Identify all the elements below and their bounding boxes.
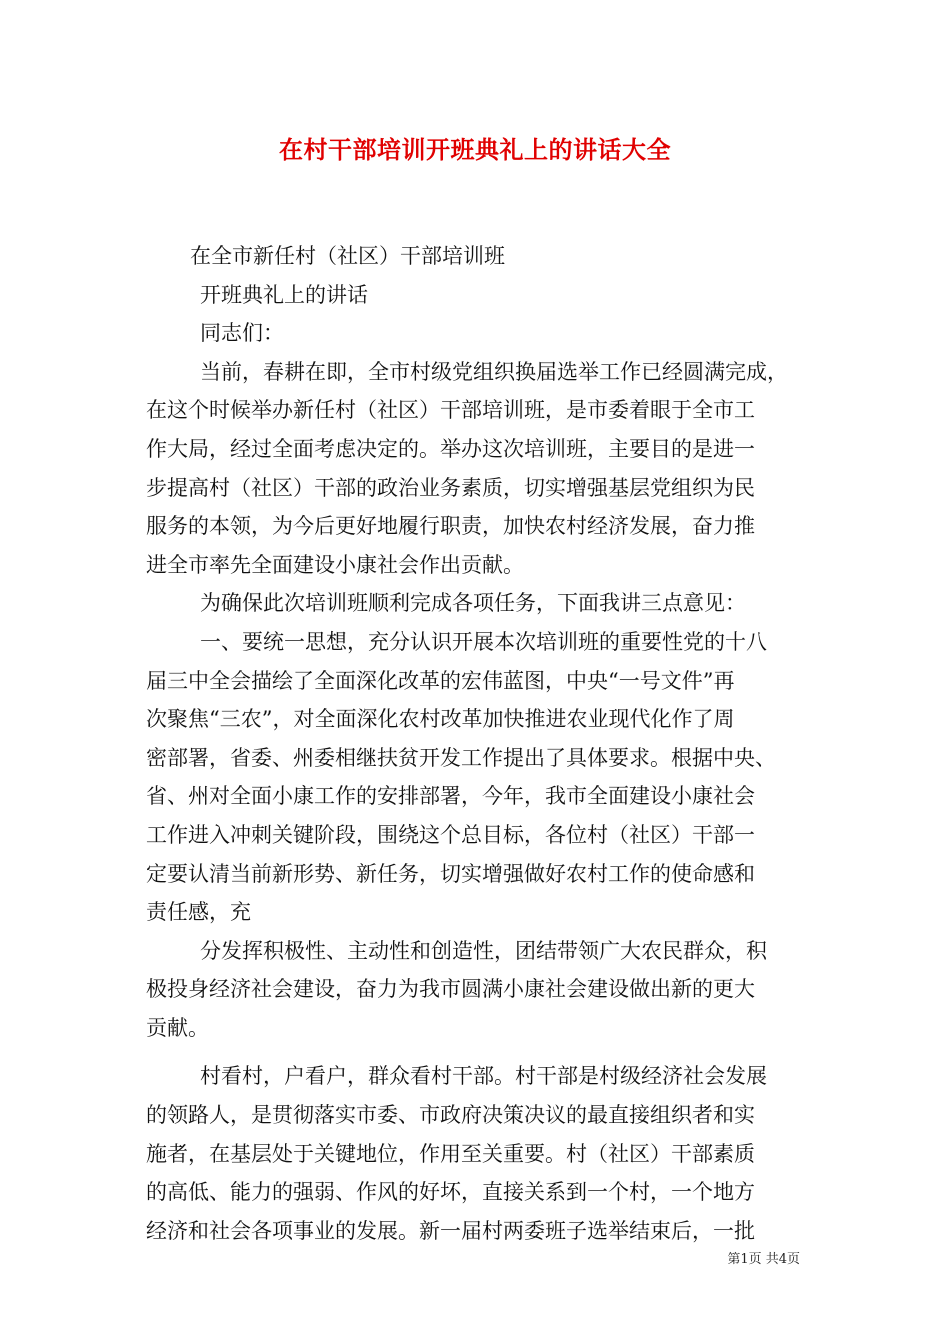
salutation: 同志们：: [200, 321, 284, 346]
paragraph-line: 定要认清当前新形势、新任务，切实增强做好农村工作的使命感和: [146, 861, 755, 886]
paragraph-line: 密部署，省委、州委相继扶贫开发工作提出了具体要求。根据中央、: [146, 745, 776, 770]
paragraph-line: 的领路人，是贯彻落实市委、市政府决策决议的最直接组织者和实: [146, 1103, 755, 1128]
subtitle-line-2: 开班典礼上的讲话: [200, 282, 368, 307]
paragraph-line: 次聚焦“三农”，对全面深化农村改革加快推进农业现代化作了周: [146, 707, 735, 732]
page-number-footer: 第1页 共4页: [727, 1252, 800, 1267]
document-title: 在村干部培训开班典礼上的讲话大全: [279, 135, 671, 164]
paragraph-line: 贡献。: [146, 1015, 209, 1040]
document-body: [146, 237, 810, 1250]
paragraph-line: 的高低、能力的强弱、作风的好坏，直接关系到一个村，一个地方: [146, 1180, 755, 1205]
paragraph-line: 工作进入冲刺关键阶段，围绕这个总目标，各位村（社区）干部一: [146, 822, 755, 847]
paragraph-line: 村看村，户看户，群众看村干部。村干部是村级经济社会发展: [200, 1064, 767, 1089]
paragraph-line: 省、州对全面小康工作的安排部署，今年，我市全面建设小康社会: [146, 784, 755, 809]
paragraph-line: 一、要统一思想，充分认识开展本次培训班的重要性党的十八: [200, 629, 767, 654]
paragraph-line: 施者，在基层处于关键地位，作用至关重要。村（社区）干部素质: [146, 1141, 755, 1166]
paragraph-line: 分发挥积极性、主动性和创造性，团结带领广大农民群众，积: [200, 938, 767, 963]
paragraph-line: 步提高村（社区）干部的政治业务素质，切实增强基层党组织为民: [146, 475, 755, 500]
paragraph-line: 进全市率先全面建设小康社会作出贡献。: [146, 552, 524, 577]
paragraph-line: 届三中全会描绘了全面深化改革的宏伟蓝图，中央“一号文件”再: [146, 668, 735, 693]
paragraph-line: 责任感，充: [146, 900, 251, 925]
subtitle-line-1: 在全市新任村（社区）干部培训班: [190, 244, 505, 268]
paragraph-line: 经济和社会各项事业的发展。新一届村两委班子选举结束后，一批: [146, 1218, 755, 1243]
paragraph-line: 在这个时候举办新任村（社区）干部培训班，是市委着眼于全市工: [146, 398, 755, 423]
paragraph-line: 为确保此次培训班顺利完成各项任务，下面我讲三点意见：: [200, 591, 746, 616]
paragraph-line: 极投身经济社会建设，奋力为我市圆满小康社会建设做出新的更大: [146, 977, 755, 1002]
paragraph-spacer: [146, 1047, 810, 1057]
paragraph-line: 当前，春耕在即，全市村级党组织换届选举工作已经圆满完成，: [200, 359, 788, 384]
paragraph-line: 作大局，经过全面考虑决定的。举办这次培训班，主要目的是进一: [146, 436, 755, 461]
paragraph-line: 服务的本领，为今后更好地履行职责，加快农村经济发展，奋力推: [146, 514, 755, 539]
